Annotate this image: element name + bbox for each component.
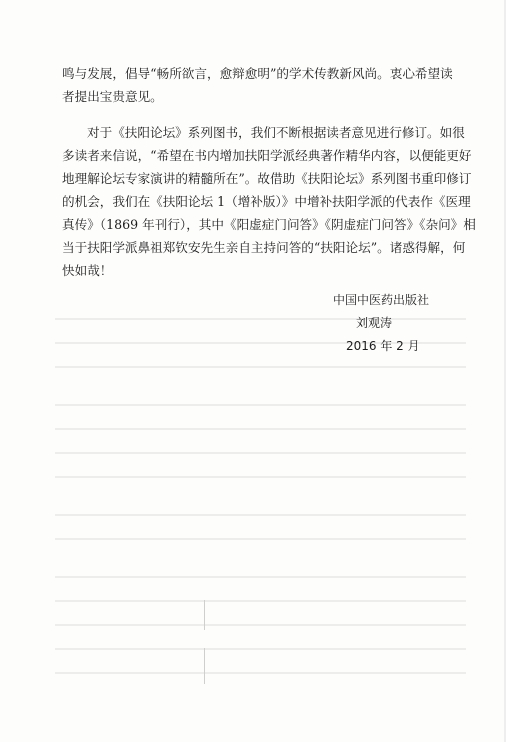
text-line: 鸣与发展，倡导“畅所欲言，愈辩愈明”的学术传教新风尚。衷心希望读 (62, 66, 453, 81)
bleed-through-line (55, 672, 466, 674)
scan-mark (204, 600, 205, 630)
signature-date: 2016 年 2 月 (346, 339, 420, 353)
bleed-through-line (55, 538, 466, 540)
text-line: 多读者来信说，“希望在书内增加扶阳学派经典著作精华内容，以便能更好 (62, 148, 472, 163)
text-line: 的机会，我们在《扶阳论坛 1（增补版）》中增补扶阳学派的代表作《医理 (62, 194, 471, 209)
bleed-through-line (55, 452, 466, 454)
text-line: 者提出宝贵意见。 (62, 89, 163, 104)
bleed-through-line (55, 476, 466, 478)
text-line: 真传》（1869 年刊行），其中《阳虚症门问答》《阴虚症门问答》《杂问》相 (62, 217, 476, 232)
bleed-through-line (55, 366, 466, 368)
bleed-through-line (55, 648, 466, 650)
paragraph-gap (62, 108, 472, 121)
body-text (62, 62, 476, 282)
text-line: 快如哉！ (62, 263, 113, 278)
bleed-through-line (55, 624, 466, 626)
bleed-through-line (55, 404, 466, 406)
bleed-through-line (55, 428, 466, 430)
text-line: 当于扶阳学派鼻祖郑钦安先生亲自主持问答的“扶阳论坛”。诸惑得解，何 (62, 240, 466, 255)
bleed-through-line (55, 600, 466, 602)
text-line: 地理解论坛专家演讲的精髓所在”。故借助《扶阳论坛》系列图书重印修订 (62, 171, 472, 186)
signature-block (320, 289, 429, 358)
bleed-through-line (55, 514, 466, 516)
text-line: 对于《扶阳论坛》系列图书，我们不断根据读者意见进行修订。如很 (87, 125, 465, 140)
scan-mark (204, 648, 205, 684)
publisher-name: 中国中医药出版社 (333, 293, 430, 307)
bleed-through-line (55, 576, 466, 578)
author-name: 刘观涛 (356, 316, 393, 330)
